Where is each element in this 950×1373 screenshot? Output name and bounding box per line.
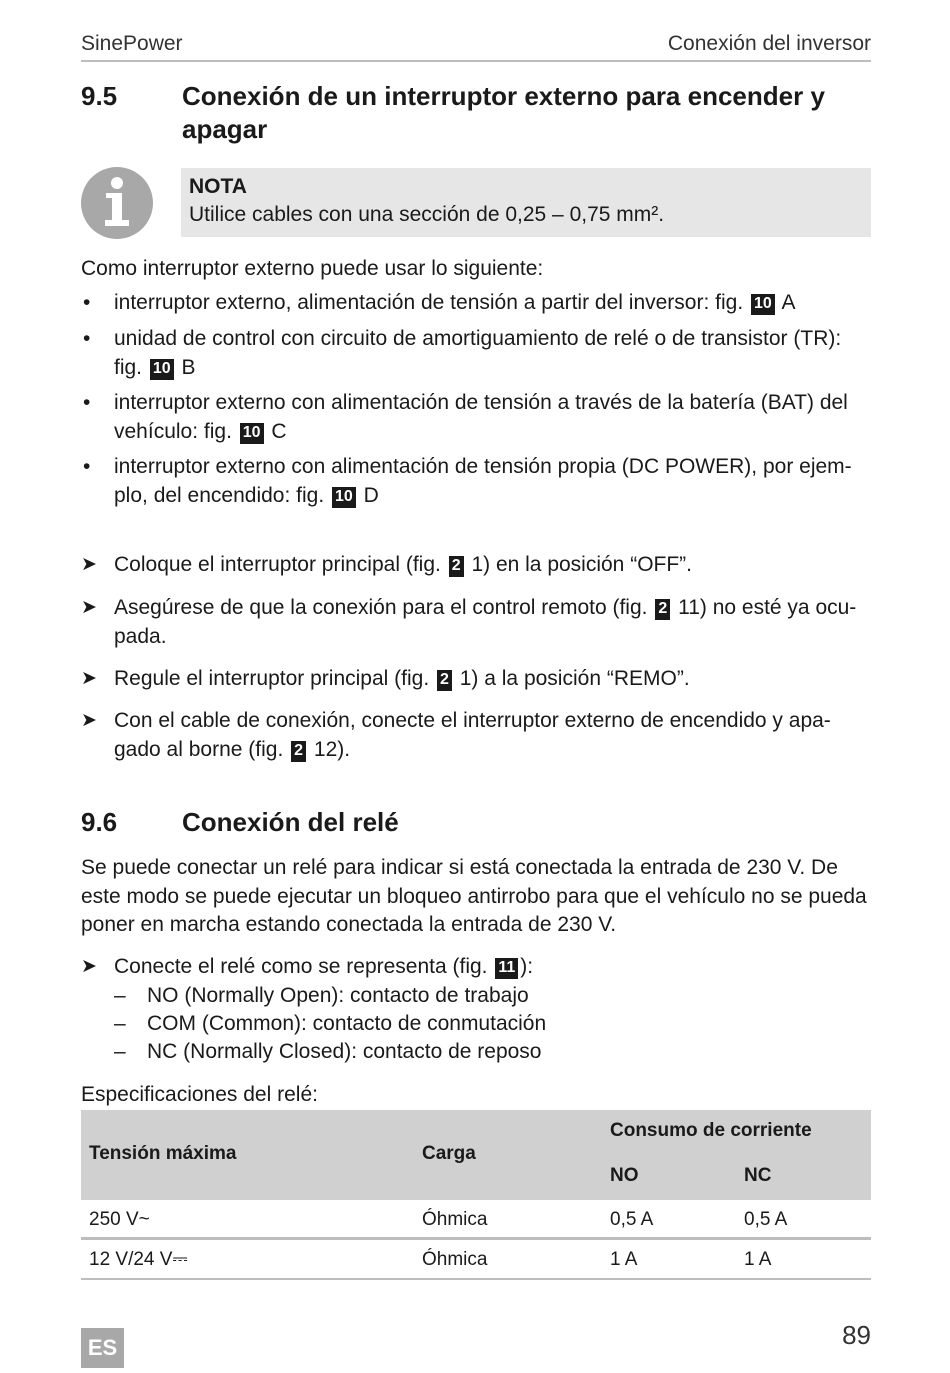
step-suffix: 11) no esté ya ocu-pada. <box>114 596 857 648</box>
section-number: 9.6 <box>81 807 118 837</box>
step-suffix: 12). <box>313 737 351 761</box>
step-text: Coloque el interruptor principal (fig. <box>114 553 441 576</box>
step-text: Asegúrese de que la conexión para el control remoto (fig. <box>114 596 648 619</box>
language-badge: ES <box>81 1328 124 1368</box>
cell-load: Óhmica <box>422 1249 488 1270</box>
bullet-text: interruptor externo con alimentación de tensión a través de la batería (BAT) del vehículo: fig. <box>114 391 848 443</box>
dash-text: COM (Common): contacto de conmutación <box>147 1012 547 1035</box>
col-no: NO <box>610 1165 639 1186</box>
ac-icon: ~ <box>138 1209 150 1230</box>
note-box <box>81 165 871 240</box>
col-voltage: Tensión máxima <box>89 1143 237 1164</box>
figure-ref: 2 <box>291 741 306 762</box>
step-suffix: ): <box>520 955 534 978</box>
header-chapter: Conexión del inversor <box>667 32 871 55</box>
cell-load: Óhmica <box>422 1209 488 1230</box>
step-suffix: 1) a la posición “REMO”. <box>459 667 690 690</box>
table-row <box>81 1200 871 1240</box>
step-text: Con el cable de conexión, conecte el interruptor externo de encendido y apa-gado al borne (fig. <box>114 709 831 761</box>
bullet-text: interruptor externo con alimentación de tensión propia (DC POWER), por ejem-plo, del encendido: fig. <box>114 455 852 507</box>
page-header <box>81 30 871 62</box>
bullet-suffix: D <box>363 483 379 507</box>
figure-ref: 2 <box>437 670 452 691</box>
cell-no: 1 A <box>610 1249 638 1270</box>
arrow-icon: ➤ <box>81 597 97 618</box>
cell-nc: 1 A <box>744 1249 772 1270</box>
cell-no: 0,5 A <box>610 1209 654 1230</box>
bullet-text: unidad de control con circuito de amortiguamiento de relé o de transistor (TR): fig. <box>114 327 842 379</box>
arrow-icon: ➤ <box>81 554 97 575</box>
table-header <box>81 1110 871 1200</box>
arrow-icon: ➤ <box>81 956 97 977</box>
bullet-suffix: B <box>181 355 196 379</box>
header-product: SinePower <box>81 32 183 55</box>
figure-ref: 10 <box>240 423 264 444</box>
arrow-icon: ➤ <box>81 668 97 689</box>
col-current: Consumo de corriente <box>610 1120 812 1141</box>
note-body: Utilice cables con una sección de 0,25 – 0,75 mm². <box>189 203 665 226</box>
dc-icon: ⎓ <box>172 1249 188 1270</box>
figure-ref: 2 <box>449 556 464 577</box>
spec-label: Especificaciones del relé: <box>81 1083 318 1106</box>
figure-ref: 11 <box>495 958 518 979</box>
section-9-5-heading <box>81 80 871 146</box>
dash-text: NO (Normally Open): contacto de trabajo <box>147 984 529 1007</box>
page-number: 89 <box>842 1320 871 1350</box>
figure-ref: 10 <box>751 294 775 315</box>
figure-ref: 10 <box>150 359 174 380</box>
relay-paragraph: Se puede conectar un relé para indicar si está conectada la entrada de 230 V. De este modo se puede ejecutar un bloqueo antirrobo para que el vehículo no se pueda poner en marcha estando conectada la entrada de 230 V. <box>81 856 867 936</box>
col-nc: NC <box>744 1165 772 1186</box>
dash-text: NC (Normally Closed): contacto de reposo <box>147 1040 542 1063</box>
section-title: Conexión de un interruptor externo para encender y apagar <box>182 81 825 144</box>
section-title: Conexión del relé <box>182 807 399 837</box>
figure-ref: 2 <box>655 599 670 620</box>
bullet-text: interruptor externo, alimentación de tensión a partir del inversor: fig. <box>114 291 744 314</box>
step-suffix: 1) en la posición “OFF”. <box>471 553 693 576</box>
note-title: NOTA <box>189 175 247 198</box>
relay-spec-table <box>81 1110 871 1280</box>
cell-voltage: 250 V~ <box>89 1209 150 1230</box>
note-content <box>181 168 871 237</box>
cell-nc: 0,5 A <box>744 1209 788 1230</box>
cell-voltage: 12 V/24 V⎓ <box>89 1249 188 1270</box>
figure-ref: 10 <box>332 487 356 508</box>
step-text: Conecte el relé como se representa (fig. <box>114 955 488 978</box>
arrow-icon: ➤ <box>81 710 97 731</box>
section-9-6-heading <box>81 806 871 839</box>
intro-paragraph: Como interruptor externo puede usar lo siguiente: <box>81 257 544 280</box>
table-row <box>81 1240 871 1280</box>
bullet-suffix: C <box>271 419 287 443</box>
col-load: Carga <box>422 1143 476 1164</box>
info-icon <box>81 167 153 239</box>
bullet-suffix: A <box>781 291 796 314</box>
step-text: Regule el interruptor principal (fig. <box>114 667 430 690</box>
section-number: 9.5 <box>81 81 118 111</box>
